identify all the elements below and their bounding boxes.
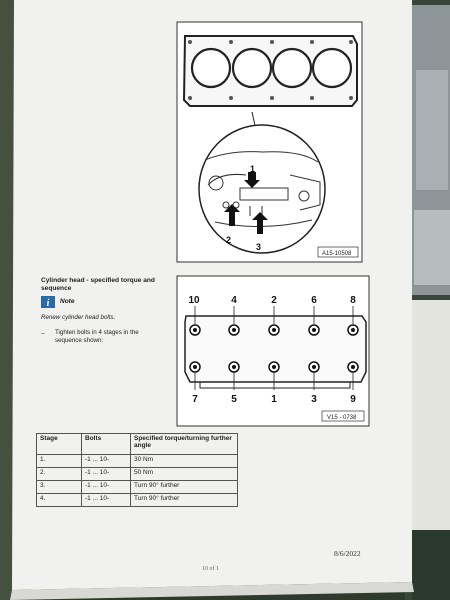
cell-bolts: -1 ... 10- [82,468,131,481]
cell-stage: 2. [37,468,82,481]
instruction-dash: – [41,330,45,337]
cell-bolts: -1 ... 10- [82,494,131,507]
footer-date: 8/6/2022 [334,549,361,558]
table-row [37,494,238,507]
footer-page-stub: 10 of 1 [202,566,219,572]
bolt-number-top-2: 4 [231,295,237,306]
right-stack-korean-card [414,210,450,285]
right-lower-shadow [412,530,450,600]
cell-bolts: -1 ... 10- [82,481,131,494]
header-bolts: Bolts [82,434,131,455]
bolt-number-bottom-5: 9 [350,394,356,405]
info-icon-glyph: i [46,298,50,309]
diagram-top-caption: A15-10508 [322,251,352,257]
arrow-label-1: 1 [250,164,256,174]
table-row [37,481,238,494]
header-torque: Specified torque/turning further angle [131,434,238,455]
arrow-3-shaft [257,220,263,234]
bolt-number-bottom-4: 3 [311,394,317,405]
cell-stage: 3. [37,481,82,494]
table-row [37,468,238,481]
cell-torque: 50 Nm [131,468,238,481]
bolt-number-top-1: 10 [188,295,200,306]
bolt-number-top-4: 6 [311,295,317,306]
cell-torque: Turn 90° further [131,481,238,494]
diagram-bolts-caption: V15 - 0738 [327,415,357,421]
bolt-number-bottom-2: 5 [231,394,237,405]
cell-stage: 1. [37,455,82,468]
right-stack-korean-page [410,300,450,530]
note-text: Renew cylinder head bolts. [41,314,116,321]
torque-table [36,433,238,507]
instruction-text: Tighten bolts in 4 stages in the sequence shown: [55,329,139,344]
arrow-label-3: 3 [256,242,262,252]
bolt-number-bottom-3: 1 [271,394,277,405]
right-stack-photo-light [416,70,448,190]
bolt-number-bottom-1: 7 [192,394,198,405]
section-heading: Cylinder head - specified torque and sequence [41,277,155,292]
bolt-number-top-5: 8 [350,295,356,306]
bolt-number-top-3: 2 [271,295,277,306]
header-stage: Stage [37,434,82,455]
arrow-2-shaft [229,212,235,226]
torque-table-header-row [37,434,238,455]
cell-torque: 30 Nm [131,455,238,468]
table-row [37,455,238,468]
cell-torque: Turn 90° further [131,494,238,507]
cell-bolts: -1 ... 10- [82,455,131,468]
arrow-label-2: 2 [226,235,232,245]
note-label: Note [60,298,75,305]
cell-stage: 4. [37,494,82,507]
